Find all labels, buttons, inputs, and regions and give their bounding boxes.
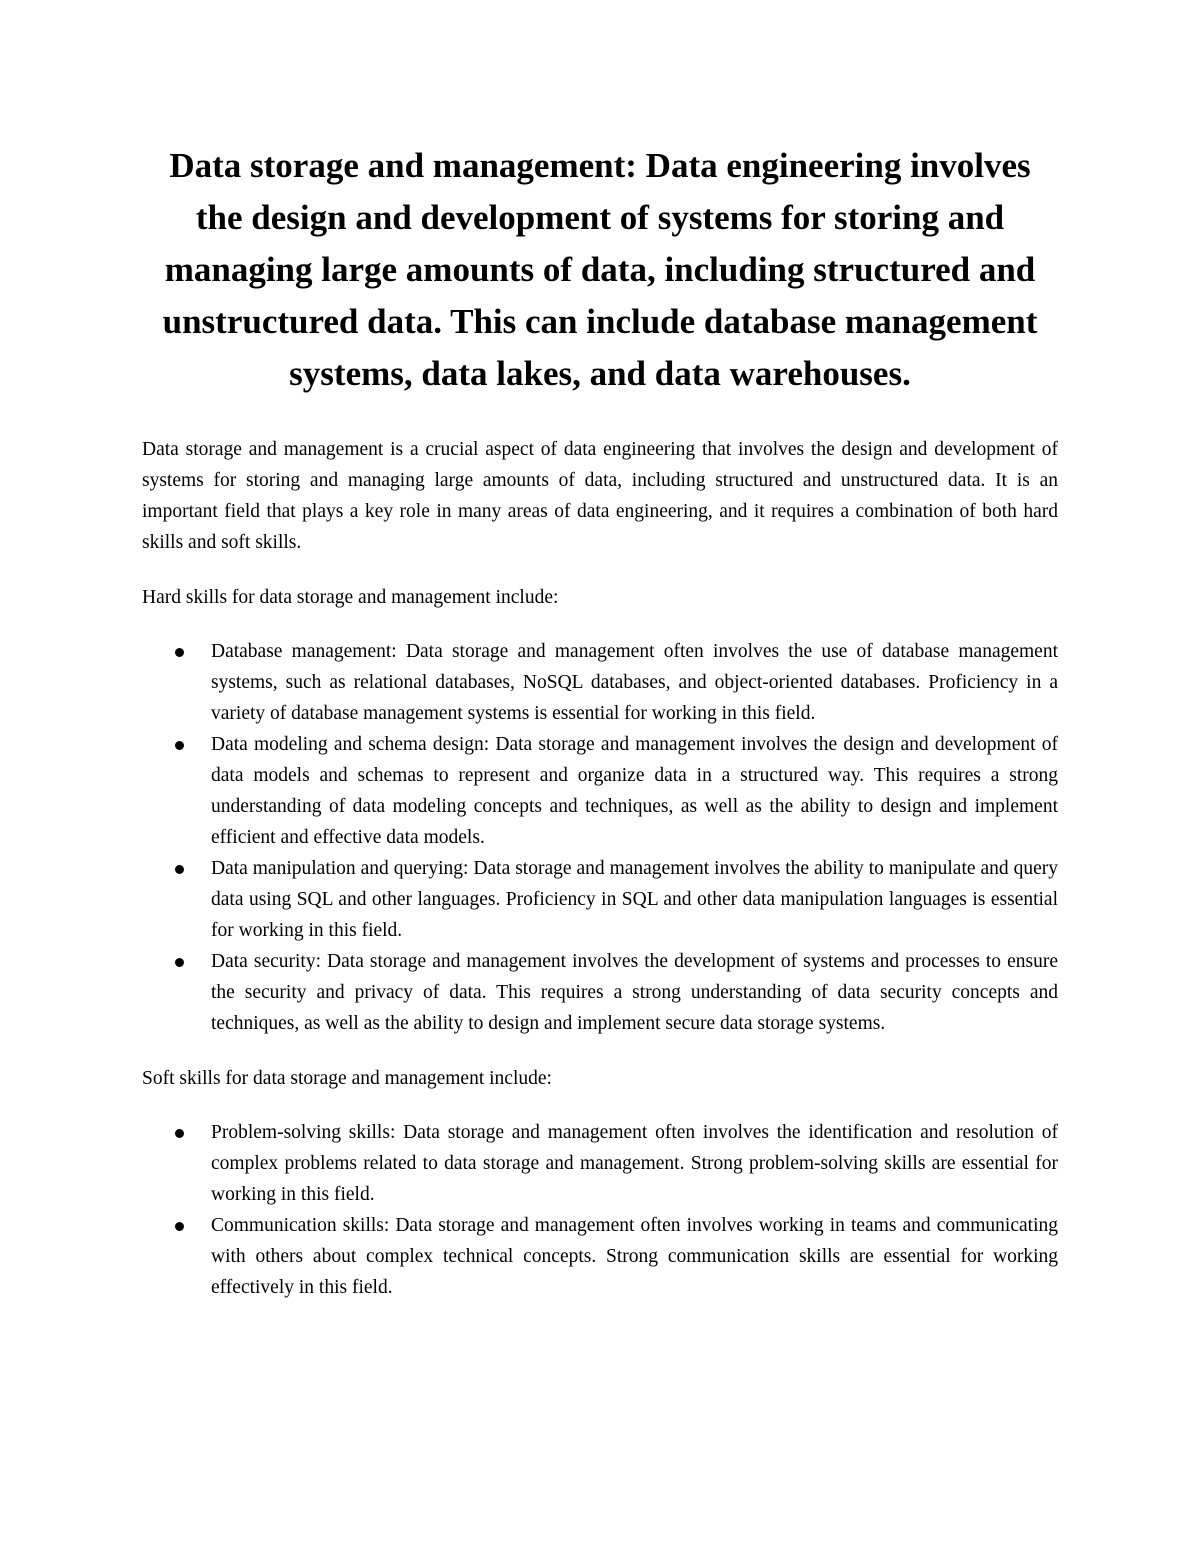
list-item-text: Data modeling and schema design: Data storage and management involves the design and development of data models and schemas to represent and organize data in a structured way. This requires a strong understanding of data modeling concepts and techniques, as well as the ability to design and implement efficient and effective data models. bbox=[211, 734, 1058, 848]
bullet-icon bbox=[175, 741, 184, 750]
list-item bbox=[142, 1117, 1058, 1210]
list-item bbox=[142, 729, 1058, 853]
document-page bbox=[142, 140, 1058, 1303]
list-item bbox=[142, 636, 1058, 729]
list-item-text: Problem-solving skills: Data storage and management often involves the identification and resolution of complex problems related to data storage and management. Strong problem-solving skills are essential for working in this field. bbox=[211, 1122, 1058, 1205]
soft-skills-list bbox=[142, 1117, 1058, 1303]
hard-skills-list bbox=[142, 636, 1058, 1039]
bullet-icon bbox=[175, 958, 184, 967]
list-item bbox=[142, 946, 1058, 1039]
list-item bbox=[142, 1210, 1058, 1303]
soft-skills-heading: Soft skills for data storage and management include: bbox=[142, 1068, 552, 1089]
bullet-icon bbox=[175, 865, 184, 874]
list-item-text: Data manipulation and querying: Data storage and management involves the ability to manipulate and query data using SQL and other languages. Proficiency in SQL and other data manipulation languages is essential for working in this field. bbox=[211, 858, 1058, 941]
intro-paragraph: Data storage and management is a crucial aspect of data engineering that involves the design and development of systems for storing and managing large amounts of data, including structured and unstructured data. It is an important field that plays a key role in many areas of data engineering, and it requires a combination of both hard skills and soft skills. bbox=[142, 439, 1058, 553]
document-title: Data storage and management: Data engineering involves the design and development of systems for storing and managing large amounts of data, including structured and unstructured data. This can include database management systems, data lakes, and data warehouses. bbox=[162, 146, 1038, 393]
list-item bbox=[142, 853, 1058, 946]
list-item-text: Communication skills: Data storage and management often involves working in teams and communicating with others about complex technical concepts. Strong communication skills are essential for working effectively in this field. bbox=[211, 1215, 1058, 1298]
bullet-icon bbox=[175, 1222, 184, 1231]
bullet-icon bbox=[175, 1129, 184, 1138]
bullet-icon bbox=[175, 648, 184, 657]
list-item-text: Data security: Data storage and management involves the development of systems and processes to ensure the security and privacy of data. This requires a strong understanding of data security concepts and techniques, as well as the ability to design and implement secure data storage systems. bbox=[211, 951, 1058, 1034]
hard-skills-heading: Hard skills for data storage and management include: bbox=[142, 587, 559, 608]
list-item-text: Database management: Data storage and management often involves the use of database management systems, such as relational databases, NoSQL databases, and object-oriented databases. Proficiency in a variety of database management systems is essential for working in this field. bbox=[211, 641, 1058, 724]
